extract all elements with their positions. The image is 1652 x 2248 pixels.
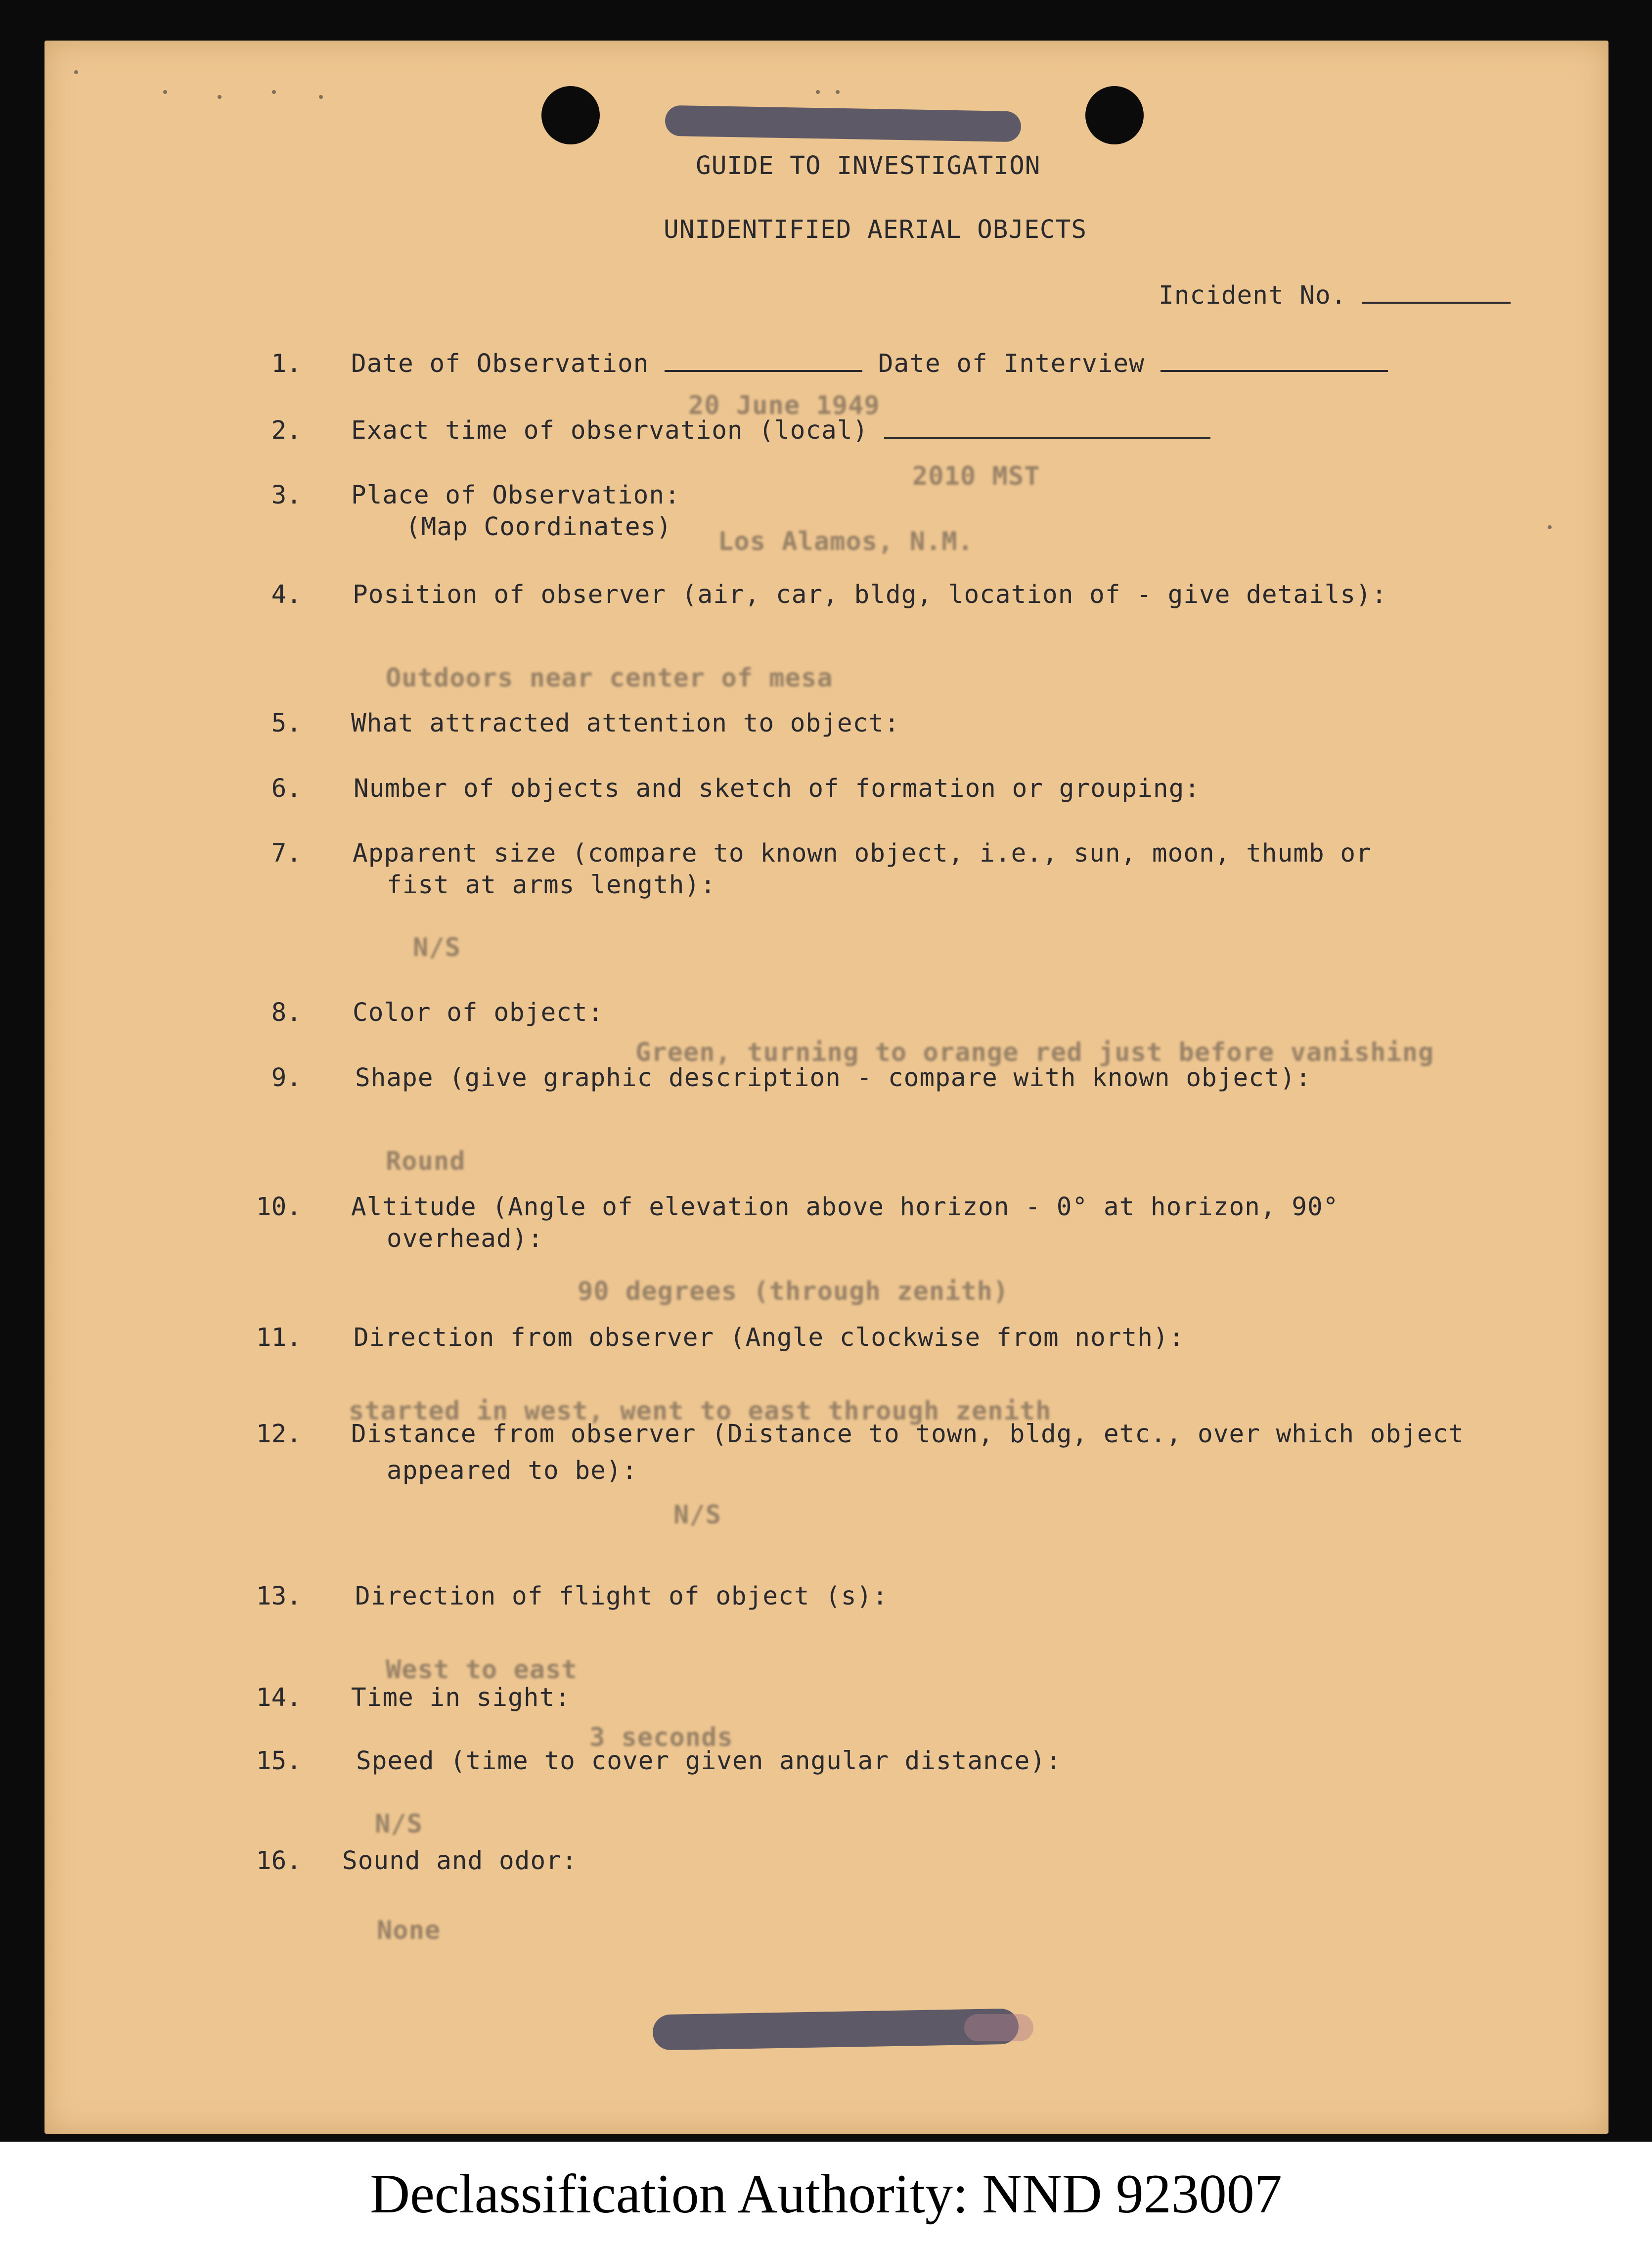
answer-color: Green, turning to orange red just before vanishing [635,1038,1434,1067]
item-number: 8. [271,998,302,1027]
answer-position: Outdoors near center of mesa [386,663,833,693]
item-12-question-cont: appeared to be): [387,1456,638,1485]
paper-speck [836,90,840,94]
item-number: 14. [256,1683,302,1712]
answer-time: 2010 MST [912,461,1040,491]
item-number: 16. [256,1846,302,1876]
item-number: 5. [271,709,302,738]
date-of-interview-label: Date of Interview [878,349,1145,378]
incident-number-field [1159,283,1511,308]
stamp-smear-bottom [964,2014,1033,2041]
declassification-caption: Declassification Authority: NND 923007 [370,2163,1282,2225]
item-12-question: Distance from observer (Distance to town, bldg, etc., over which object [351,1420,1465,1449]
item-number: 6. [271,774,302,803]
item-number: 12. [256,1420,302,1449]
date-of-interview-blank [1161,370,1388,372]
item-9-question: Shape (give graphic description - compare with known object): [355,1063,1311,1093]
item-3-question: Place of Observation: [351,481,680,510]
item-5-question: What attracted attention to object: [351,709,900,738]
paper-speck [74,70,78,74]
form-subtitle: UNIDENTIFIED AERIAL OBJECTS [664,215,1087,244]
item-16-question: Sound and odor: [342,1846,578,1876]
item-2-question [351,418,1210,443]
answer-altitude: 90 degrees (through zenith) [578,1277,1009,1306]
item-11-question: Direction from observer (Angle clockwise from north): [354,1323,1185,1352]
item-7-question: Apparent size (compare to known object, i.e., sun, moon, thumb or [353,839,1372,868]
item-14-question: Time in sight: [351,1683,571,1712]
paper-speck [816,90,820,94]
answer-date: 20 June 1949 [688,391,880,420]
item-8-question: Color of object: [353,998,604,1027]
paper-speck [218,95,222,99]
answer-shape: Round [386,1147,466,1176]
answer-time-in-sight: 3 seconds [589,1723,733,1752]
item-4-question: Position of observer (air, car, bldg, location of - give details): [353,580,1387,609]
item-number: 4. [271,580,302,609]
date-of-observation-label: Date of Observation [351,349,649,378]
answer-sound: None [377,1916,441,1945]
answer-place: Los Alamos, N.M. [718,527,974,556]
item-number: 15. [256,1746,302,1776]
item-number: 11. [256,1323,302,1352]
paper-speck [1548,525,1552,529]
item-10-question: Altitude (Angle of elevation above horizon - 0° at horizon, 90° [351,1193,1339,1222]
paper-speck [163,90,167,94]
item-6-question: Number of objects and sketch of formation or grouping: [354,774,1201,803]
form-title: GUIDE TO INVESTIGATION [696,151,1041,181]
exact-time-label: Exact time of observation (local) [351,416,869,445]
paper-speck [272,90,276,94]
item-13-question: Direction of flight of object (s): [355,1582,888,1611]
item-7-question-cont: fist at arms length): [387,871,716,900]
punch-hole-left [541,86,600,144]
exact-time-blank [884,437,1210,439]
answer-flight: West to east [386,1655,578,1685]
item-1-question [351,351,1388,376]
item-number: 1. [271,349,302,378]
incident-number-blank [1362,302,1511,304]
item-15-question: Speed (time to cover given angular distance): [356,1746,1062,1776]
item-number: 13. [256,1582,302,1611]
typewritten-form-sheet [45,41,1608,2134]
item-number: 2. [271,416,302,445]
redaction-mark-top [665,105,1022,142]
item-number: 3. [271,481,302,510]
date-of-observation-blank [665,370,862,372]
paper-speck [319,95,323,99]
item-number: 7. [271,839,302,868]
answer-speed: N/S [375,1809,423,1839]
item-3-question-cont: (Map Coordinates) [405,512,672,542]
answer-direction: started in west, went to east through zenith [349,1396,1052,1426]
punch-hole-right [1085,86,1144,144]
item-number: 10. [256,1193,302,1222]
item-10-question-cont: overhead): [387,1224,544,1253]
item-number: 9. [271,1063,302,1093]
incident-number-label: Incident No. [1159,281,1347,310]
answer-distance: N/S [673,1500,721,1530]
answer-size: N/S [413,933,461,963]
